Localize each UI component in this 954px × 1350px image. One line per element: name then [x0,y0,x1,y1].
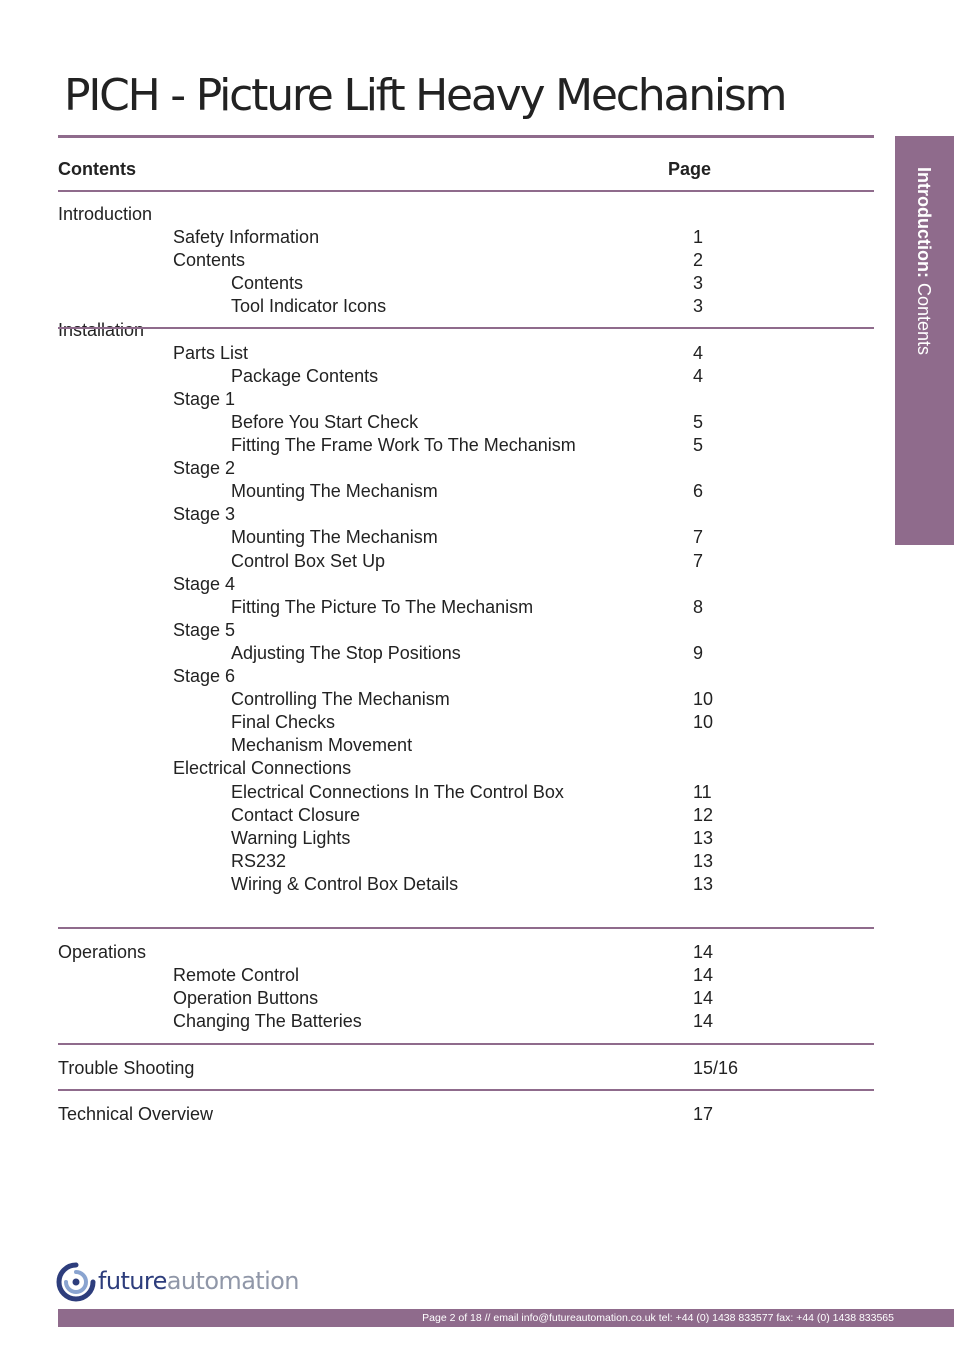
toc-row [0,804,954,827]
toc-entry-page: 12 [693,804,714,825]
toc-entry-page: 14 [693,942,714,962]
toc-entry-page: 6 [693,481,704,502]
toc-entry-title: Stage 4 [173,573,236,594]
toc-entry-title: Adjusting The Stop Positions [231,642,461,663]
toc-row [0,757,954,780]
toc-entry-page: 13 [693,850,714,871]
section-side-label-bold: Introduction: [914,167,934,278]
toc-entry-title: Controlling The Mechanism [231,689,450,710]
toc-entry-page: 14 [693,965,714,985]
toc-entry-title: Before You Start Check [231,411,419,432]
toc-entry-page: 9 [693,642,704,663]
toc-entry-page: 13 [693,827,714,848]
toc-row [0,319,954,342]
toc-entry-title: Operations [58,942,147,962]
divider-after-introduction [58,327,874,329]
toc-entry-page: 15/16 [693,1058,739,1078]
contents-column-header: Contents [58,159,136,179]
toc-entry-page: 17 [693,1104,714,1124]
toc-row [0,226,954,249]
toc-row [0,781,954,804]
toc-entry-title: Contact Closure [231,804,361,825]
toc-row [0,964,954,987]
toc-row [0,688,954,711]
toc-entry-page: 8 [693,596,704,617]
toc-entry-title: RS232 [231,850,287,871]
toc-row [0,1103,954,1126]
section-side-label-text: Contents [914,283,934,356]
toc-row [0,619,954,642]
page-column-header: Page [668,159,712,179]
toc-entry-title: Stage 1 [173,388,236,409]
footer-bar [58,1309,954,1327]
toc-entry-title: Parts List [173,342,249,363]
toc-row [0,550,954,573]
toc-entry-title: Safety Information [173,227,320,248]
divider-top [58,135,874,138]
toc-row [0,342,954,365]
toc-entry-title: Mounting The Mechanism [231,481,438,502]
toc-entry-title: Contents [231,273,304,294]
toc-entry-title: Fitting The Frame Work To The Mechanism [231,435,576,455]
toc-entry-page: 3 [693,273,704,294]
toc-entry-page: 2 [693,250,704,271]
toc-row [0,457,954,480]
toc-row [0,1057,954,1080]
toc-entry-page: 11 [693,781,712,802]
toc-entry-title: Wiring & Control Box Details [231,873,459,894]
toc-entry-page: 5 [693,435,704,455]
logo-wordmark [98,1265,299,1297]
toc-entry-title: Mechanism Movement [231,735,413,756]
toc-row [0,480,954,503]
section-side-label [913,167,935,355]
toc-entry-page: 5 [693,411,704,432]
toc-entry-page: 4 [693,342,704,363]
toc-row [0,295,954,318]
toc-row [0,434,954,457]
toc-row [0,388,954,411]
toc-row [0,526,954,549]
toc-entry-title: Control Box Set Up [231,550,386,571]
toc-row [0,411,954,434]
toc-row [0,642,954,665]
toc-row [0,596,954,619]
toc-entry-title: Trouble Shooting [58,1058,195,1078]
toc-entry-page: 10 [693,689,714,710]
toc-row [0,272,954,295]
toc-entry-title: Changing The Batteries [173,1011,362,1031]
toc-entry-title: Fitting The Picture To The Mechanism [231,596,534,617]
logo-wordmark-future: future [98,1267,167,1295]
toc-entry-title: Stage 5 [173,619,236,640]
divider-after-operations [58,1043,874,1045]
toc-entry-title: Stage 2 [173,458,236,479]
toc-entry-title: Technical Overview [58,1104,214,1124]
toc-entry-page: 14 [693,1011,714,1031]
toc-entry-title: Mounting The Mechanism [231,527,438,548]
toc-entry-title: Installation [58,319,145,340]
toc-entry-title: Remote Control [173,965,300,985]
toc-row [0,665,954,688]
toc-row [0,573,954,596]
divider-after-trouble-shooting [58,1089,874,1091]
toc-entry-title: Operation Buttons [173,988,319,1008]
toc-entry-page: 7 [693,550,704,571]
toc-entry-title: Stage 3 [173,504,236,525]
page-title: PICH - Picture Lift Heavy Mechanism [64,70,786,121]
toc-entry-page: 3 [693,296,704,317]
toc-row [0,203,954,226]
toc-row [0,711,954,734]
swirl-logo-icon [56,1262,96,1302]
toc-entry-title: Electrical Connections [173,758,352,779]
footer-text: Page 2 of 18 // email info@futureautomation.co.uk tel: +44 (0) 1438 833577 fax: +44 (0) 1438 833565 [422,1312,894,1324]
divider-after-installation [58,927,874,929]
toc-row [0,941,954,964]
toc-row [0,249,954,272]
toc-entry-title: Stage 6 [173,666,236,686]
toc-entry-title: Tool Indicator Icons [231,296,387,317]
toc-row [0,873,954,896]
toc-entry-page: 7 [693,527,704,548]
toc-entry-title: Contents [173,250,246,271]
toc-row [0,503,954,526]
toc-row [0,1010,954,1033]
toc-entry-title: Introduction [58,204,153,224]
toc-entry-page: 13 [693,873,714,894]
toc-entry-page: 14 [693,988,714,1008]
logo-wordmark-automation: automation [166,1267,299,1295]
toc-entry-title: Final Checks [231,712,336,733]
toc-row [0,827,954,850]
toc-entry-page: 10 [693,712,714,733]
toc-entry-title: Warning Lights [231,827,351,848]
toc-row [0,850,954,873]
toc-entry-title: Package Contents [231,365,379,386]
toc-row [0,365,954,388]
toc-row [0,987,954,1010]
toc-row [0,734,954,757]
toc-entry-page: 1 [693,227,704,248]
toc-entry-title: Electrical Connections In The Control Box [231,781,564,802]
toc-entry-page: 4 [693,365,704,386]
divider-header [58,190,874,192]
